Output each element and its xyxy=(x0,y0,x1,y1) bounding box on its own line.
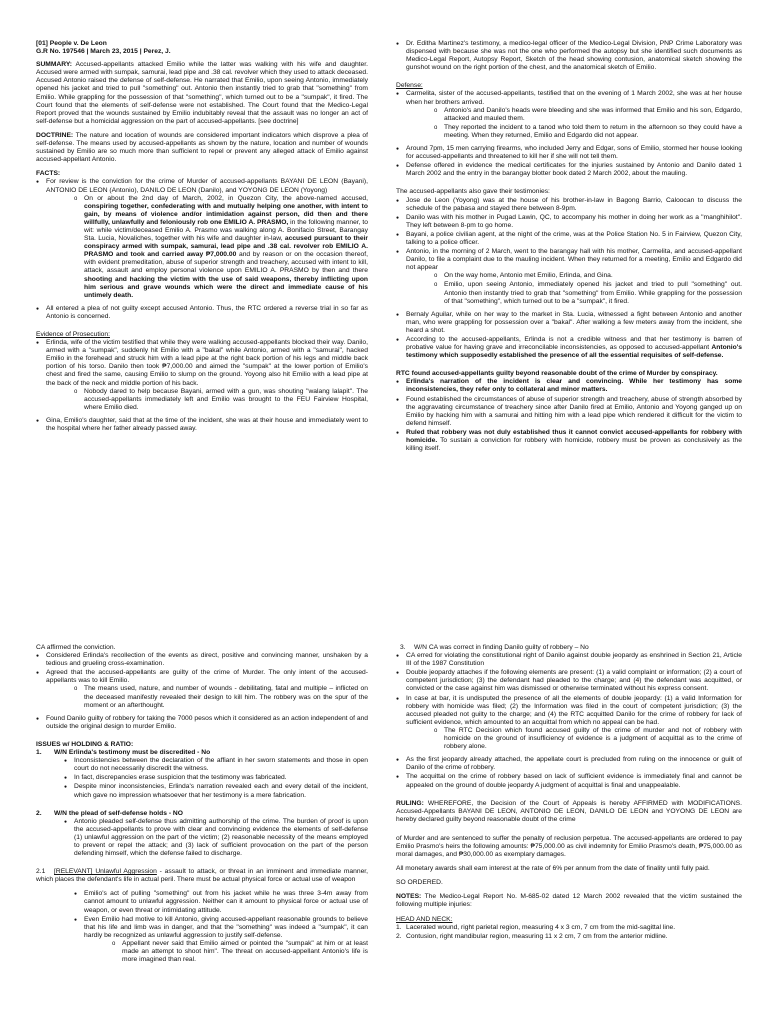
testimony-item: ● Bayani, a police civilian agent, at the night of the crime, was at the Police Station No. 5 in Fairview, Quezon City, talking to a police officer. xyxy=(396,231,742,247)
defense-sublist xyxy=(406,107,742,140)
prosecution-list xyxy=(36,339,368,433)
rtc-item-text: To sustain a conviction for robbery with homicide, robbery must be proven as conclusively as the killing itself. xyxy=(406,437,742,453)
injury-number: 1. xyxy=(396,923,402,931)
facts-sublist xyxy=(46,195,368,300)
issue-3-item: ● The acquittal on the crime of robbery based on lack of sufficient evidence is immediately final and cannot be appealed on the ground of double jeopardy A judgment of acquittal is final and unappealable. xyxy=(396,773,742,789)
rtc-item-bold: Ruled that robbery was not duly established thus it cannot convict accused-appellants for robbery with homicide. xyxy=(406,428,742,445)
ca-item xyxy=(36,669,368,709)
issues-label: ISSUES w/ HOLDING & RATIO: xyxy=(36,740,134,748)
head-neck-label: HEAD AND NECK: xyxy=(396,915,453,923)
left-column-bottom xyxy=(0,606,384,1024)
ruling-so-ordered: SO ORDERED. xyxy=(396,879,443,887)
doctrine-label: DOCTRINE: xyxy=(36,131,74,139)
information-bold-part: accused pursuant to their conspiracy armed with sumpak, samurai, lead pipe and .38 cal. revolver rob EMILIO A. PRASMO and took and carried away ₱7,000.00 xyxy=(84,235,369,259)
issue-3-item: ● Double jeopardy attaches if the following elements are present: (1) a valid complaint or information; (2) a court of competent jurisdiction; (3) the defendant had pleaded to the charge; and (4) the defendant was acquitted, or convicted or the case against him was dismissed or otherwise terminated without his express consent. xyxy=(396,669,742,693)
notes-paragraph xyxy=(396,893,742,909)
issue-1-heading xyxy=(36,749,368,757)
rtc-label: RTC found accused-appellants guilty beyond reasonable doubt of the crime of Murder by conspiracy. xyxy=(396,370,718,378)
issue-3-item-text: In case at bar, it is undisputed the presence of all the elements of double jeopardy: (1) a valid Information for robbery with homicide was filed; (2) the Information was filed in the court of competent jurisdiction; (3) the accused pleaded not guilty to the charge; and (4) the RTC acquitted Danilo for the crime of robbery for lack of sufficient evidence, which amounted to an acquittal from which no appeal can be had. xyxy=(406,694,742,726)
information-text xyxy=(74,195,368,300)
testimony-item xyxy=(396,248,742,306)
left-column-top xyxy=(0,0,384,600)
rtc-item xyxy=(396,429,742,453)
issue-1-number: 1. xyxy=(36,749,42,757)
right-column-top xyxy=(384,0,768,600)
defense-item xyxy=(396,90,742,140)
summary-label: SUMMARY: xyxy=(36,61,73,69)
martinez-list xyxy=(396,40,742,72)
testimony-item-text: According to the accused-appellants, Erlinda is not a credible witness and that her testimony is barren of probative value for having grave and irreconcilable inconsistencies, as opposed to accused-appellant xyxy=(406,336,742,352)
page-bottom-half xyxy=(0,606,768,1024)
ca-list xyxy=(36,652,368,731)
ruling-label: RULING: xyxy=(396,799,424,807)
rtc-item-bold: Erlinda's narration of the incident is clear and convincing. While her testimony has some inconsistencies, they refer only to collateral and minor matters. xyxy=(406,378,742,394)
issue-2-heading xyxy=(36,810,368,818)
section-2-1-label: [RELEVANT] Unlawful Aggression xyxy=(54,868,157,876)
ruling-paragraph-2: of Murder and are sentenced to suffer the penalty of reclusion perpetua. The accused-appellants are ordered to pay Emilio Prasmo's heirs the following amounts: ₱75,000.00 as civil indemnity for Emilio Prasmo's death, ₱75,000.00 as moral damages, and ₱30,000.00 as exemplary damages. xyxy=(396,834,742,859)
testimony-item: ● Jose de Leon (Yoyong) was at the house of his brother-in-law in Bagong Barrio, Caloocan to discuss the schedule of the pabasa and stayed there between 8-9pm. xyxy=(396,197,742,213)
issue-3-item: ● As the first jeopardy already attached, the appellate court is precluded from ruling on the innocence or guilt of Danilo of the crime of robbery. xyxy=(396,756,742,772)
injury-number: 2. xyxy=(396,932,402,940)
injury-item xyxy=(396,924,742,932)
doctrine-paragraph xyxy=(36,132,368,164)
defense-list xyxy=(396,90,742,178)
facts-item xyxy=(36,305,368,321)
section-2-1-item: ● Emilio's act of pulling "something" out from his jacket while he was three 3-4m away from cannot amount to unlawful aggression. Neither can it amount to physical force or actual use of weapon, or even threat or intimidating attitude. xyxy=(74,890,368,914)
notes-label: NOTES: xyxy=(396,893,422,901)
ca-sublist xyxy=(46,685,368,709)
prosecution-item xyxy=(36,339,368,412)
issue-3-list xyxy=(396,652,742,790)
ca-subitem: o The means used, nature, and number of wounds - debilitating, fatal and multiple – inflicted on the deceased manifestly revealed their design to kill him. The robbery was on the spur of the moment or an afterthought. xyxy=(74,685,368,709)
section-2-1-number: 2.1 xyxy=(36,868,46,876)
injury-text: Contusion, right mandibular region, measuring 11 x 2 cm, 7 cm from the anterior midline. xyxy=(406,932,668,940)
section-2-1-subitem: o Appellant never said that Emilio aimed or pointed the "sumpak" at him or at least made an attempt to shoot him". The threat on accused-appellant Antonio's life is more imagined than real. xyxy=(112,940,368,964)
injury-list xyxy=(396,924,742,941)
case-citation: G.R No. 197546 | March 23, 2015 | Perez, J. xyxy=(36,48,171,56)
issue-2-label: W/N the plead of self-defense holds - NO xyxy=(54,809,183,817)
issue-3-item: ● CA erred for violating the constitutional right of Danilo against double jeopardy as enshrined in Section 21, Article III of the 1987 Constitution xyxy=(396,652,742,668)
defense-item-text: Carmelita, sister of the accused-appellants, testified that on the evening of 1 March 2002, she was at her house when her brothers arrived. xyxy=(406,90,742,106)
testimony-item: ● Bernaly Aguilar, while on her way to the market in Sta. Lucia, witnessed a fight between Antonio and another man, who were grappling for possession over a "bakal". After walking a few meters away from the incident, she heard a shot. xyxy=(396,311,742,335)
injury-item xyxy=(396,933,742,941)
facts-item xyxy=(36,178,368,299)
issue-2-number: 2. xyxy=(36,809,42,817)
issue-1-label: W/N Erlinda's testimony must be discredited - No xyxy=(54,749,211,757)
martinez-item: ● Dr. Editha Martinez's testimony, a medico-legal officer of the Medico-Legal Division, PNP Crime Laboratory was dispensed with because she was not the one who performed the autopsy but she identified such documents as Medico-Legal Report, Autopsy Report, Sketch of the head showing contusion, anatomical sketch showing the gunshot wound on the right portion of the chest, and the anatomical sketch of Emilio. xyxy=(396,40,742,72)
issue-3-subitem: o The RTC Decision which found accused guilty of the crime of murder and not of robbery with homicide on the ground of insufficiency of evidence is a judgment of acquittal as to the crime of robbery alone. xyxy=(434,727,742,751)
testimony-item-text: Antonio, in the morning of 2 March, went to the barangay hall with his mother, Carmelita, and accused-appellant Danilo, to file a complaint due to the mauling incident. When they returned for a meeting, Emilio and Edgardo did not appear xyxy=(406,248,742,272)
section-2-1-item-text: Even Emilio had motive to kill Antonio, giving accused-appellant reasonable grounds to believe that his life and limb was in danger, and that the "something" was indeed a "sumpak", it can hardly be recognized as unlawful aggression to justify self-defense. xyxy=(84,915,368,939)
testimony-subitem: o Emilio, upon seeing Antonio, immediately opened his jacket and tried to pull "something" out. Antonio then instantly tried to grab that "something" from Emilio. While grappling for the possession of that "something", which turned out to be a "sumpak", it fired. xyxy=(434,281,742,305)
ca-item: ● Found Danilo guilty of robbery for taking the 7000 pesos which it considered as an action independent of and outside the original design to murder Emilio. xyxy=(36,715,368,731)
rtc-list xyxy=(396,378,742,453)
defense-subitem: o They reported the incident to a tanod who told them to return in the afternoon so they could have a meeting. When they returned, Emilio and Edgardo did not appear. xyxy=(434,124,742,140)
section-2-1-sublist xyxy=(84,940,368,964)
testimony-sublist xyxy=(406,272,742,305)
issue-1-list xyxy=(36,757,368,799)
defense-item: ● Around 7pm, 15 men carrying firearms, who included Jerry and Edgar, sons of Emilio, stormed her house looking for accused-appellants and threatened to kill her if she will not tell them. xyxy=(396,145,742,161)
issue-3-label: W/N CA was correct in finding Danilo guilty of robbery – No xyxy=(414,644,589,651)
information-bold-part: conspiring together, confederating with and mutually helping one another, with intent to gain, by means of violence and/or intimidation against person, did then and there willfully, unlawfully and feloniously rob one EMILIO A. PRASMO, xyxy=(84,202,368,226)
notes-text: The Medico-Legal Report No. M-685-02 dated 12 March 2002 revealed that the victim sustained the following multiple injuries: xyxy=(396,893,742,909)
rtc-item: ● Found established the circumstances of abuse of superior strength and treachery, abuse of strength absorbed by the aggravating circumstance of treachery since after Danilo fired at Emilio, Antonio and Yoyong ganged up on Emilio by hacking him with a samurai and hitting him with a lead pipe which rendered it difficult for the victim to defend himself. xyxy=(396,396,742,428)
testimony-item xyxy=(396,336,742,360)
facts-item-text: All entered a plea of not guilty except accused Antonio. Thus, the RTC ordered a reverse trial in so far as Antonio is concerned. xyxy=(46,304,368,320)
summary-text: Accused-appellants attacked Emilio while the latter was walking with his wife and daughter. Accused were armed with sumpak, samurai, lead pipe and .38 cal. revolver which they used to attack deceased. Accused Antonio raised the defense of self-defense. He narrated that Emilio, upon seeing Antonio, immediately opened his jacket and tried to pull "something" out. Antonio then instantly tried to grab that "something" from Emilio. While grappling for the possession of that "something", which turned out to be a "sumpak", it fired. The Court found that the elements of self-defense were not established. The Court found that the Medico-Legal Report proved that the wounds sustained by Emilio indubitably reveal that the assault was no longer an act of self-defense but a homicidal aggression on the part of accused-appellants. [see doctrine] xyxy=(36,61,368,125)
doctrine-text: The nature and location of wounds are considered important indicators which disprove a plea of self-defense. The means used by accused-appellants as shown by the nature, location and number of wounds sustained by Emilio are so much more than sufficient to repel or prevent any alleged attack of Emilio against accused-appellant Antonio. xyxy=(36,131,368,164)
section-2-1-list xyxy=(36,890,368,964)
facts-label: FACTS: xyxy=(36,170,61,178)
section-2-1 xyxy=(36,868,368,884)
ca-label: CA affirmed the conviction. xyxy=(36,644,116,651)
testimony-item: ● Danilo was with his mother in Pugad Lawin, QC, to accompany his mother in doing her work as a "manghihilot". They left between 8-pm to go home. xyxy=(396,214,742,230)
issue-3-number: 3. xyxy=(400,644,406,651)
issue-3-heading xyxy=(396,644,742,652)
information-part: and by reason or on the occasion thereof, with evident premeditation, abuse of superior strength and treachery, accused with intent to kill, attack, assault and employ personal violence upon EMILIO A. PRASMO by then and there xyxy=(84,251,368,275)
ruling-paragraph xyxy=(396,800,742,824)
testimonies-intro: The accused-appellants also gave their testimonies: xyxy=(396,188,550,196)
testimonies-list xyxy=(396,197,742,361)
defense-subitem: o Antonio's and Danilo's heads were bleeding and she was informed that Emilio and his son, Edgardo, attacked and mauled them. xyxy=(434,107,742,123)
ca-item: ● Considered Erlinda's recollection of the events as direct, positive and convincing manner, unshaken by a tedious and grueling cross-examination. xyxy=(36,652,368,668)
facts-list xyxy=(36,178,368,321)
injury-text: Lacerated wound, right parietal region, measuring 4 x 3 cm, 7 cm from the mid-sagittal line. xyxy=(406,923,676,931)
defense-label: Defense: xyxy=(396,82,423,90)
case-header xyxy=(36,40,368,56)
prosecution-item-text: Erlinda, wife of the victim testified that while they were walking accused-appellants blocked their way. Danilo, armed with a "sumpak", suddenly hit Emilio with a "bakal" while Antonio, armed with a "samurai", hacked Emilio in the forehead and struck him with a lead pipe at the right back portion of his legs and middle back portion of his torso. Danilo then took ₱7,000.00 and aimed the "sumpak" at the lower portion of Emilio's chest and fired the same, causing Emilio to slump on the ground. Yoyong also hit Emilio with a lead pipe at the back of the neck and middle portion of his back. xyxy=(46,339,368,387)
section-2-1-text: - assault to attack, or threat in an imminent and immediate manner, which places the defendant's life in actual peril. There must be actual physical force or actual use of weapon xyxy=(36,868,368,884)
prosecution-sublist xyxy=(46,388,368,412)
ruling-paragraph-3: All monetary awards shall earn interest at the rate of 6% per annum from the date of finality until fully paid. xyxy=(396,865,710,873)
issue-3-sublist xyxy=(406,727,742,751)
issue-2-list xyxy=(36,818,368,858)
prosecution-item: ● Gina, Emilio's daughter, said that at the time of the incident, she was at their house and immediately went to the hospital where her father already passed away. xyxy=(36,417,368,433)
information-part: in the following manner, to wit: while victim/deceased Emilio A. Prasmo was walking along A. Bonifacio Street, Barangay Sta. Lucia, Novaliches, together with his wife and daughter in-law, xyxy=(84,218,369,243)
section-2-1-item xyxy=(74,916,368,965)
information-bold-part: shooting and hacking the victim with the use of said weapons, thereby inflicting upon him serious and grave wounds which were the direct and immediate cause of his untimely death. xyxy=(84,275,368,299)
issue-1-item: ● Despite minor inconsistencies, Erlinda's narration revealed each and every detail of the incident, which gave no impression whatsoever that her testimony is a mere fabrication. xyxy=(64,783,368,799)
facts-item-text: For review is the conviction for the crime of Murder of accused-appellants BAYANI DE LEON (Bayani), ANTONIO DE LEON (Antonio), DANILO DE LEON (Danilo), and YOYONG DE LEON (Yoyong) xyxy=(46,178,368,194)
issue-3-item xyxy=(396,695,742,752)
summary-paragraph xyxy=(36,61,368,126)
issue-2-item: ● Antonio pleaded self-defense thus admitting authorship of the crime. The burden of proof is upon the accused-appellants to prove with clear and convincing evidence the elements of self-defense (1) unlawful aggression on the part of the victim; (2) reasonable necessity of the means employed to prevent or repel the attack; and (3) lack of sufficient provocation on the part of the person defending himself, which the defense failed to discharge. xyxy=(64,818,368,858)
issue-1-item: ● In fact, discrepancies erase suspicion that the testimony was fabricated. xyxy=(64,774,368,782)
case-title: [01] People v. De Leon xyxy=(36,40,107,47)
ca-item-text: Agreed that the accused-appellants are guilty of the crime of Murder. The only intent of the accused-appellants was to kill Emilio. xyxy=(46,669,368,685)
information-part: On or about the 2nd day of March, 2002, in Quezon City, the above-named accused, xyxy=(84,194,368,202)
defense-item: ● Defense offered in evidence the medical certificates for the injuries sustained by Antonio and Danilo dated 1 March 2002 and the entry in the barangay blotter book dated 2 March 2002, about the mauling. xyxy=(396,162,742,178)
rtc-item xyxy=(396,378,742,394)
testimony-item-bold: Antonio's testimony which supposedly established the presence of all the essential requisites of self-defense. xyxy=(406,344,742,360)
right-column-bottom xyxy=(384,606,768,1024)
prosecution-label: Evidence of Prosecution: xyxy=(36,331,110,338)
ruling-text: WHEREFORE, the Decision of the Court of Appeals is hereby AFFIRMED with MODIFICATIONS. Accused-Appellants BAYANI DE LEON, ANTONIO DE LEON, DANILO DE LEON and YOYONG DE LEON are hereby declared guilty beyond reasonable doubt of the crime xyxy=(396,799,742,823)
issue-1-item: ● Inconsistencies between the declaration of the affiant in her sworn statements and those in open court do not necessarily discredit the witness. xyxy=(64,757,368,773)
testimony-subitem: o On the way home, Antonio met Emilio, Erlinda, and Gina. xyxy=(434,272,742,280)
prosecution-subitem: o Nobody dared to help because Bayani, armed with a gun, was shouting "walang lalapit". The accused-appellants immediately left and Emilio was brought to the FEU Fairview Hospital, where Emilio died. xyxy=(74,388,368,412)
